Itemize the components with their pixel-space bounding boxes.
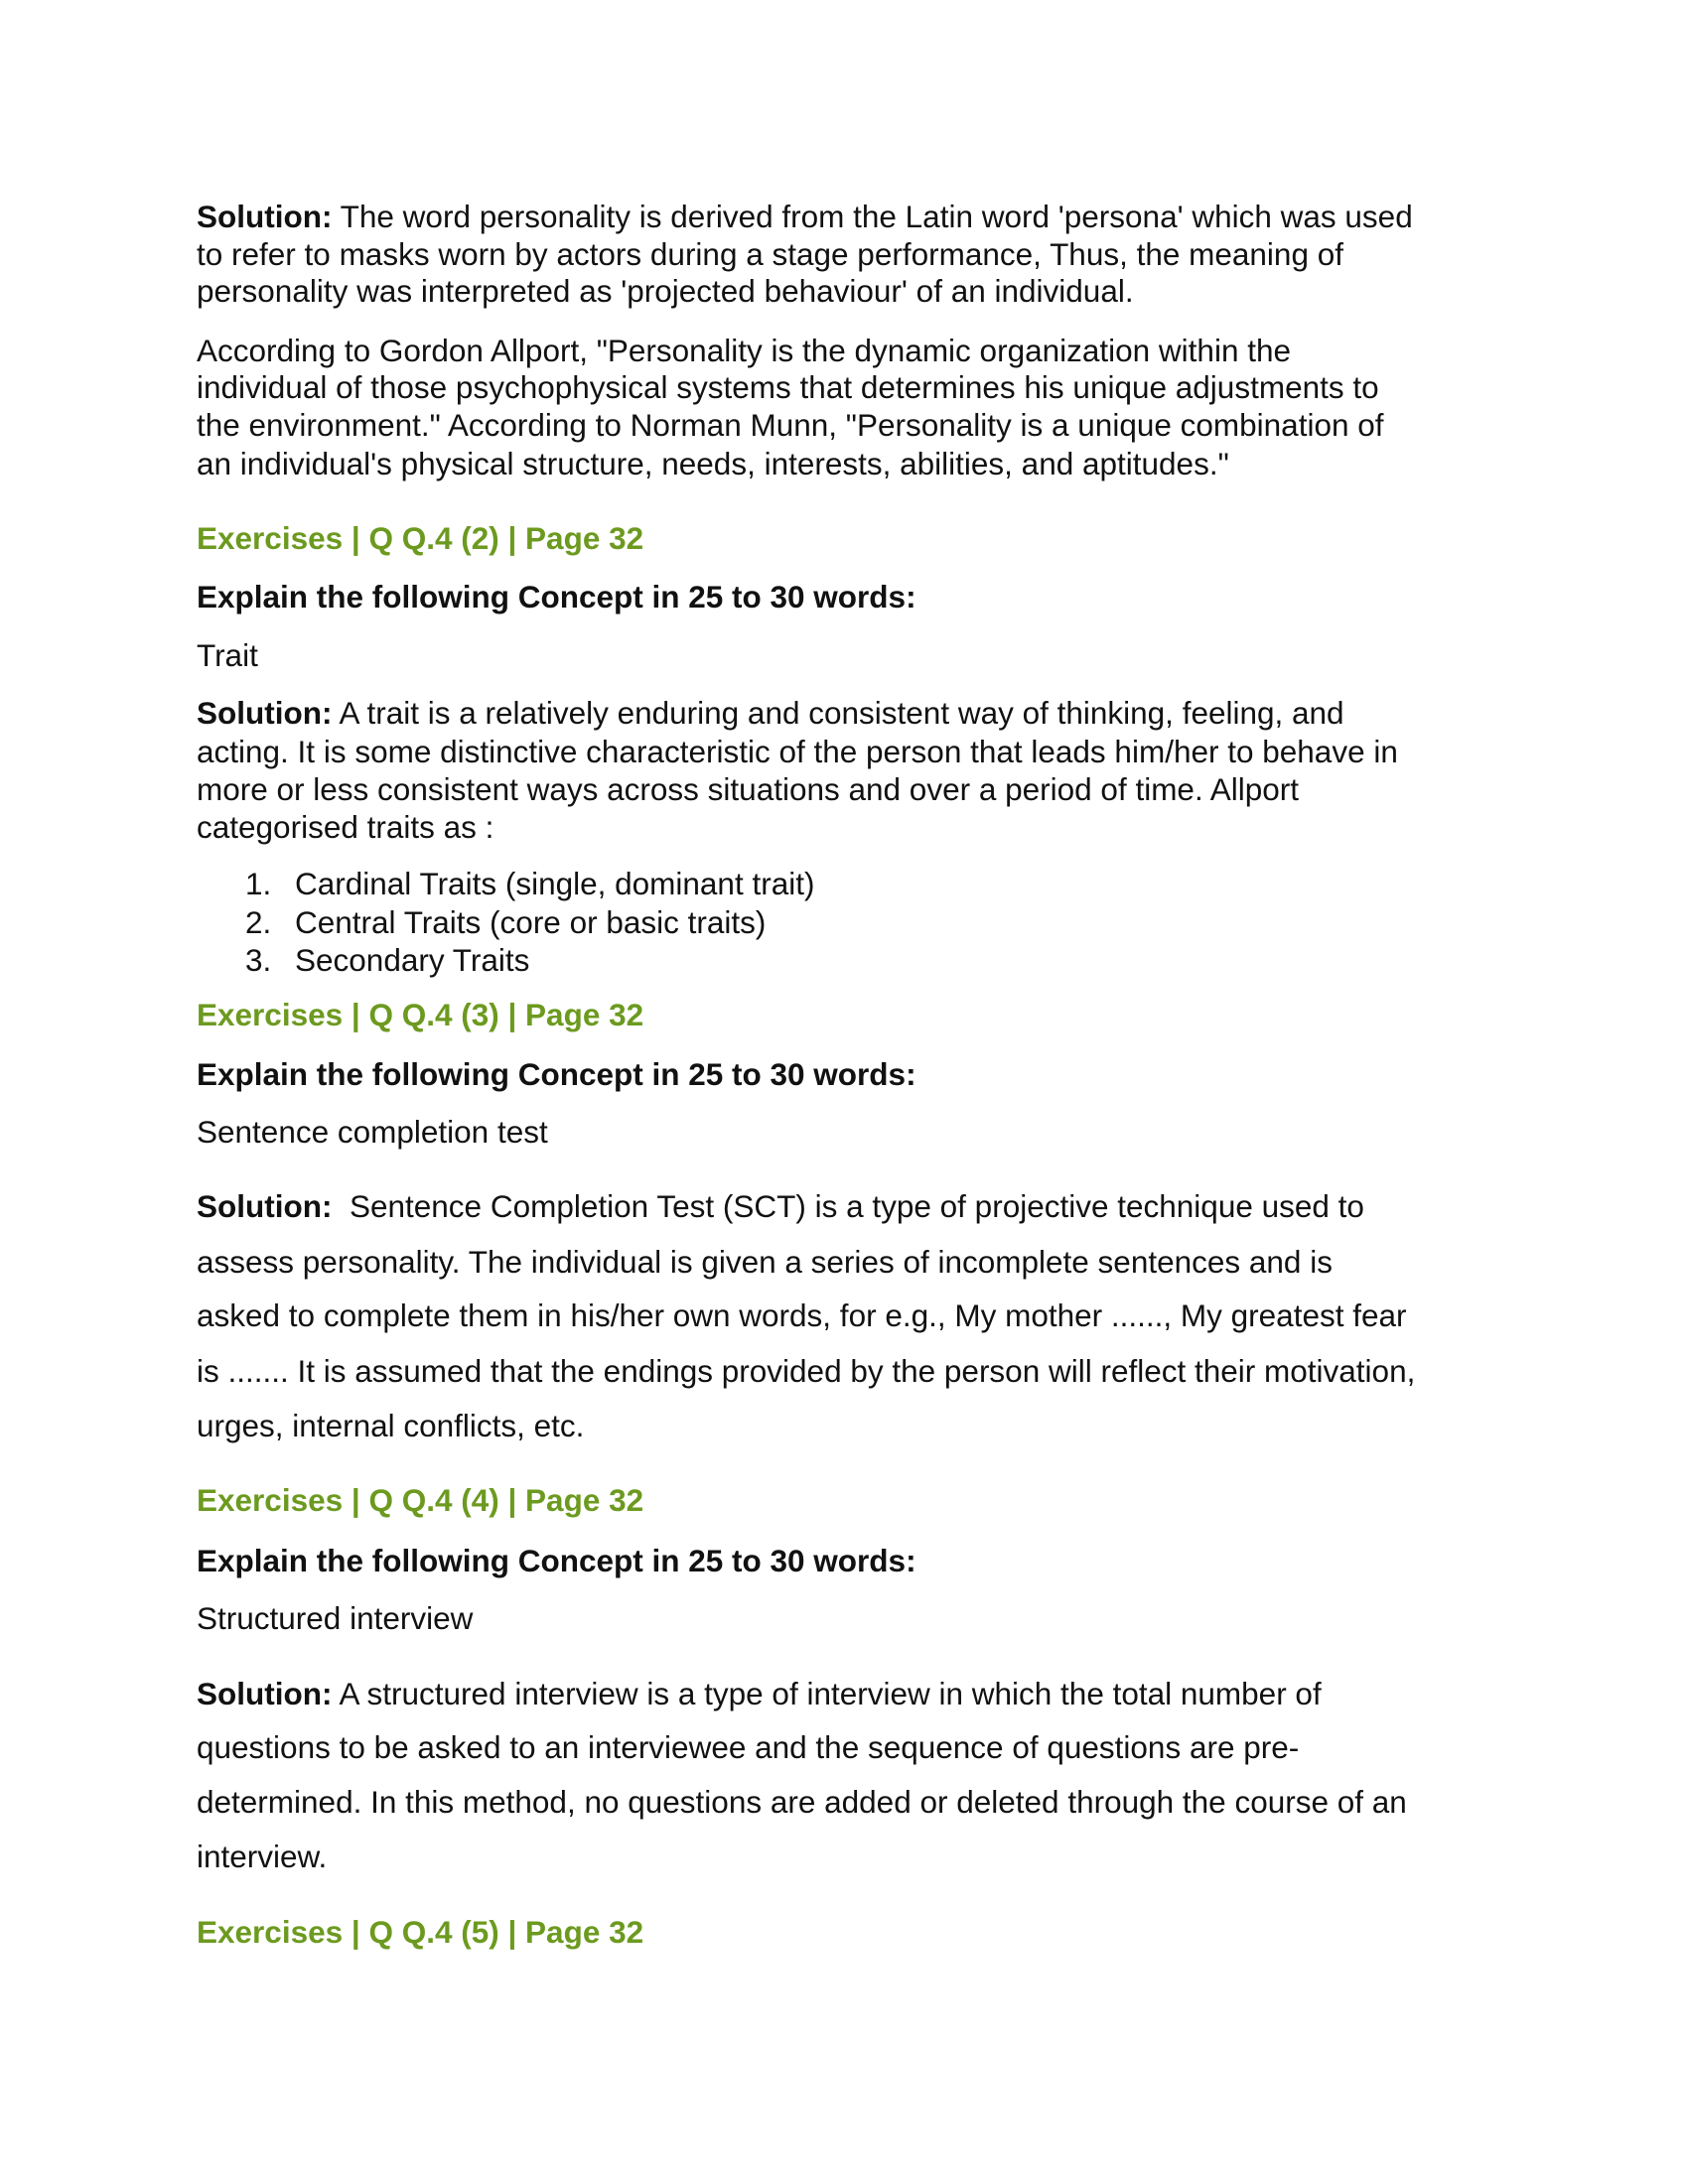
solution-line: Solution: Sentence Completion Test (SCT) is a type of projective technique used to: [197, 1188, 1364, 1224]
solution-line: to refer to masks worn by actors during a stage performance, Thus, the meaning of: [197, 236, 1343, 272]
solution-line: Solution: A trait is a relatively enduring and consistent way of thinking, feeling, and: [197, 695, 1344, 731]
paragraph-line: the environment." According to Norman Munn, "Personality is a unique combination of: [197, 407, 1384, 443]
question-prompt: Explain the following Concept in 25 to 30 words:: [197, 1056, 916, 1092]
solution-line: more or less consistent ways across situations and over a period of time. Allport: [197, 771, 1300, 807]
concept-term: Structured interview: [197, 1600, 474, 1636]
solution-line: Solution: A structured interview is a type of interview in which the total number of: [197, 1676, 1322, 1711]
solution-line: questions to be asked to an interviewee and the sequence of questions are pre-: [197, 1729, 1300, 1765]
solution-line: asked to complete them in his/her own words, for e.g., My mother ......, My greatest fear: [197, 1297, 1407, 1333]
section-heading: Exercises | Q Q.4 (4) | Page 32: [197, 1482, 644, 1518]
question-prompt: Explain the following Concept in 25 to 30 words:: [197, 1543, 916, 1578]
solution-line: interview.: [197, 1839, 328, 1874]
paragraph-line: According to Gordon Allport, "Personality is the dynamic organization within the: [197, 333, 1292, 368]
solution-label: Solution:: [197, 1188, 333, 1224]
solution-line: is ....... It is assumed that the endings provided by the person will reflect their motivation,: [197, 1353, 1416, 1389]
paragraph-line: an individual's physical structure, needs, interests, abilities, and aptitudes.": [197, 446, 1229, 481]
solution-line: determined. In this method, no questions are added or deleted through the course of an: [197, 1784, 1407, 1820]
solution-label: Solution:: [197, 695, 333, 731]
solution-line: assess personality. The individual is given a series of incomplete sentences and is: [197, 1244, 1333, 1280]
solution-line: acting. It is some distinctive characteristic of the person that leads him/her to behave in: [197, 734, 1398, 769]
question-prompt: Explain the following Concept in 25 to 30 words:: [197, 579, 916, 614]
solution-line: personality was interpreted as 'projected behaviour' of an individual.: [197, 273, 1134, 309]
solution-line: Solution: The word personality is derived from the Latin word 'persona' which was used: [197, 199, 1413, 234]
solution-line: categorised traits as :: [197, 809, 494, 845]
concept-term: Trait: [197, 637, 258, 673]
section-heading: Exercises | Q Q.4 (5) | Page 32: [197, 1914, 644, 1950]
solution-label: Solution:: [197, 199, 333, 234]
solution-line: urges, internal conflicts, etc.: [197, 1408, 585, 1443]
section-heading: Exercises | Q Q.4 (2) | Page 32: [197, 520, 644, 556]
section-heading: Exercises | Q Q.4 (3) | Page 32: [197, 997, 644, 1032]
paragraph-line: individual of those psychophysical systems that determines his unique adjustments to: [197, 369, 1379, 405]
concept-term: Sentence completion test: [197, 1114, 548, 1150]
solution-label: Solution:: [197, 1676, 333, 1711]
